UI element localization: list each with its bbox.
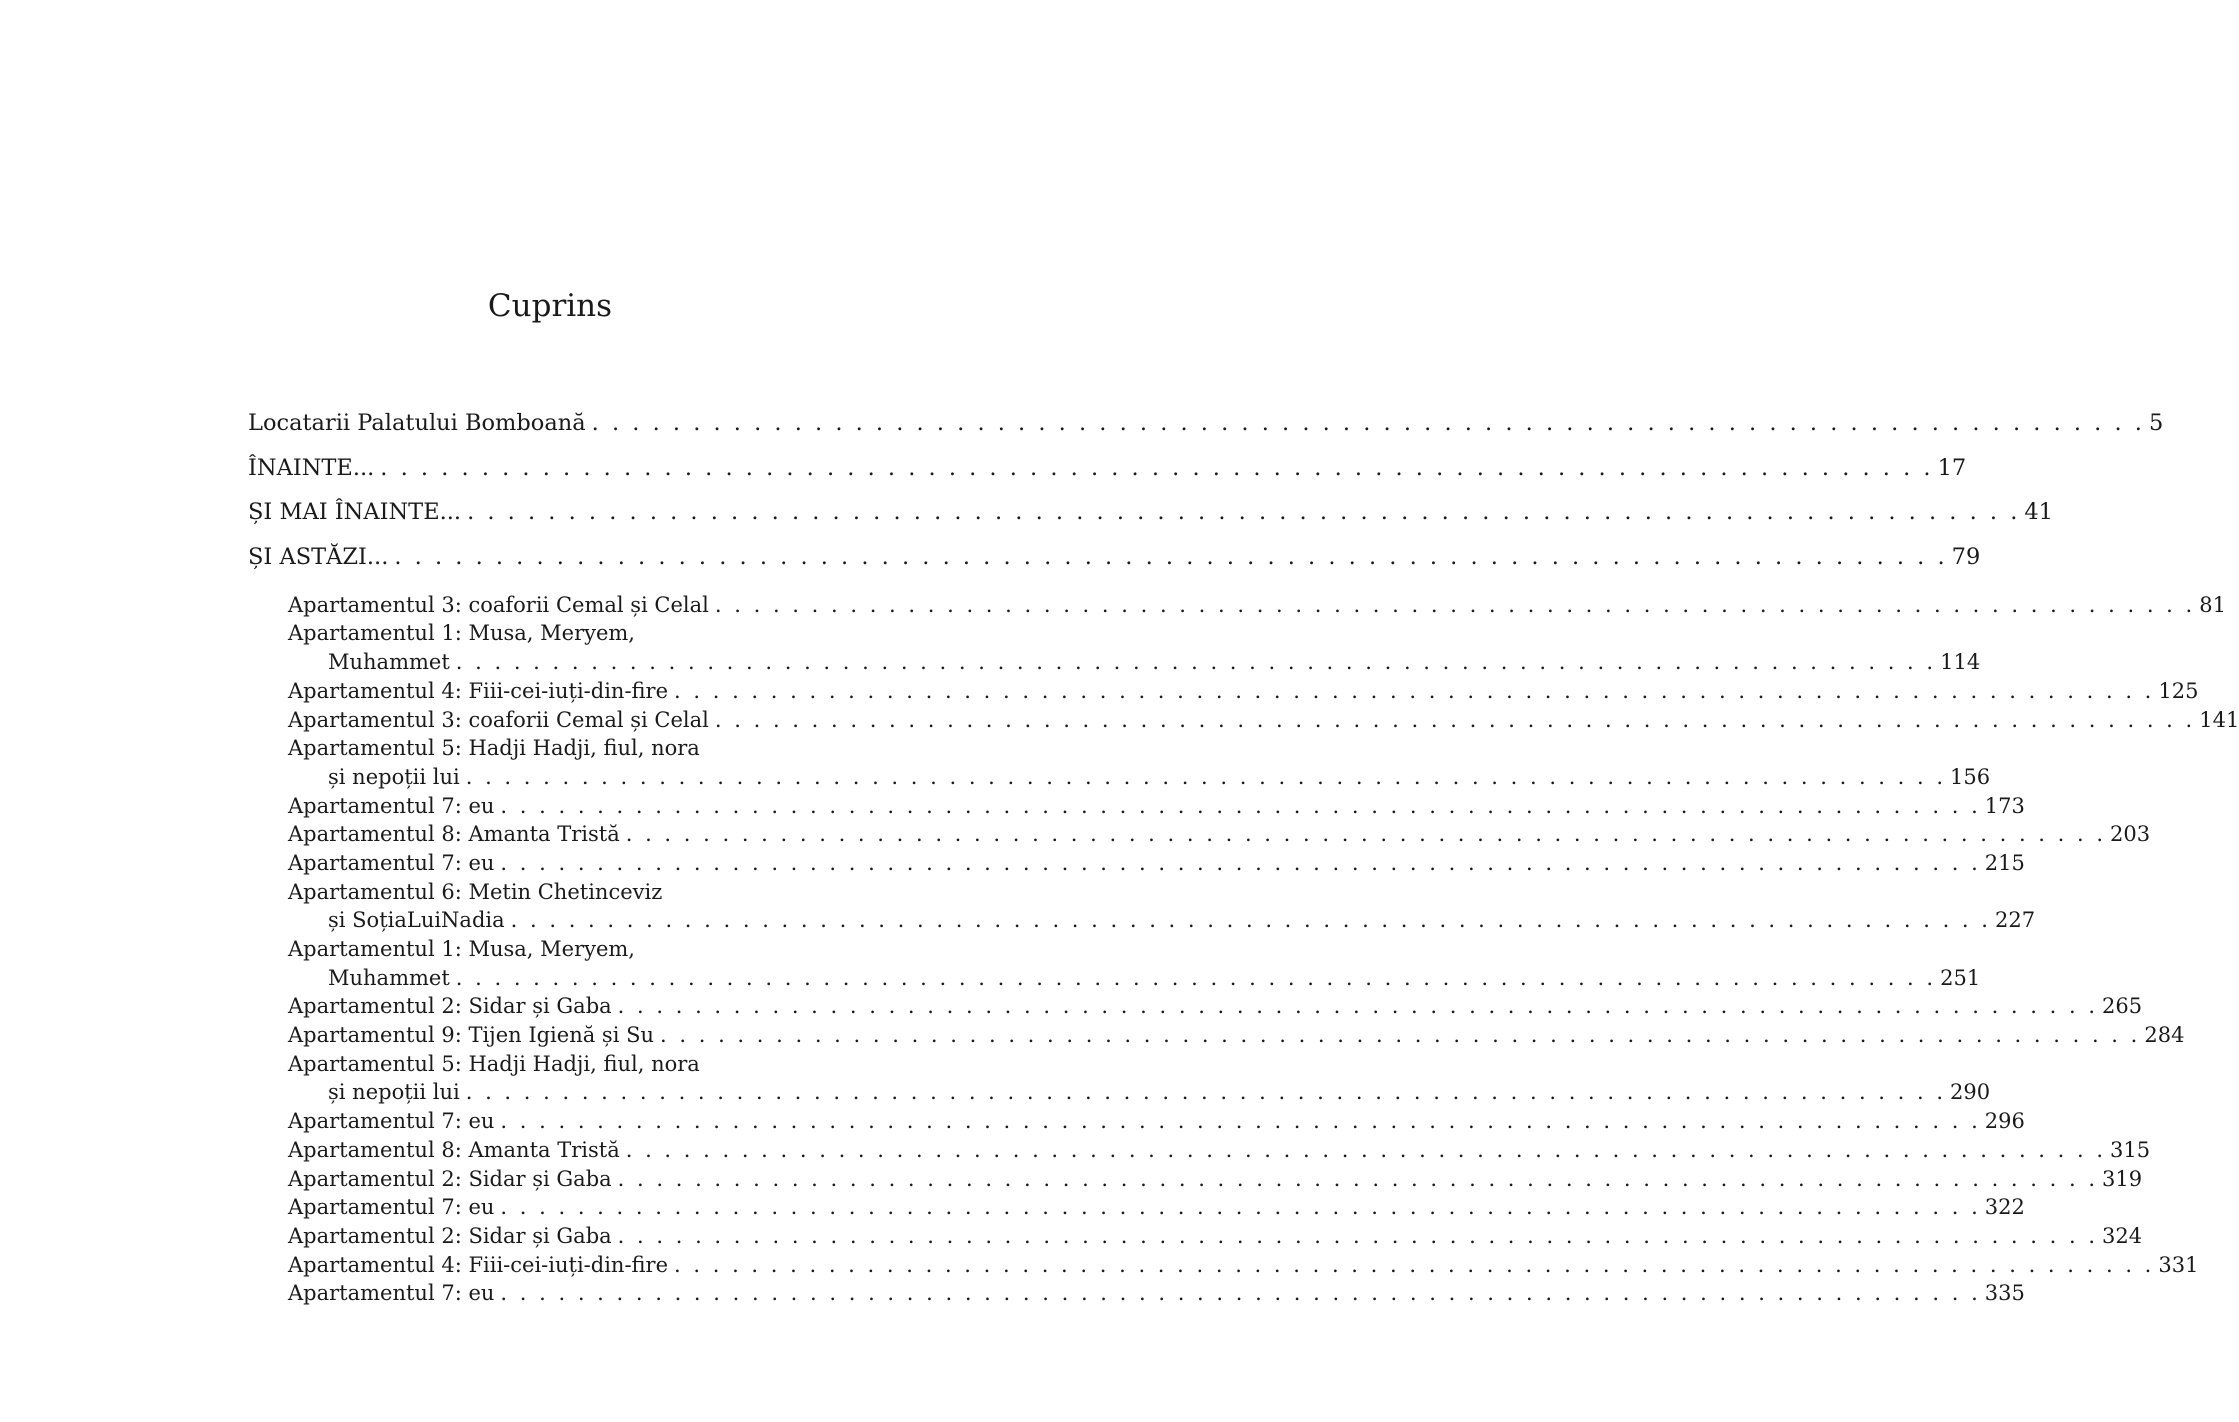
dot-leader: . . . . . . . . . . . . . . . . . . . . . . . . . . . . . . . . . . . . . . . . . . . . . . . . . . . . . . . . . . . . . . . . . . . . . . . . . . . . .: [660, 1023, 2141, 1048]
page-number: 215: [1984, 850, 2025, 875]
toc-entry-row: [248, 822, 2151, 851]
dot-leader: . . . . . . . . . . . . . . . . . . . . . . . . . . . . . . . . . . . . . . . . . . . . . . . . . . . . . . . . . . . . . . . . . . . . . . . . . . . . .: [617, 994, 2098, 1019]
toc-entry-row: [248, 592, 2226, 622]
toc-entry-continuation: [248, 650, 1981, 679]
page-number: 265: [2102, 994, 2143, 1019]
entry-title: Apartamentul 4: Fiii-cei-iuți-din-fire: [288, 678, 669, 703]
entry-title: Apartamentul 7: eu: [288, 1281, 495, 1306]
entry-title: Apartamentul 3: coaforii Cemal și Celal: [288, 592, 709, 617]
page-number: 114: [1940, 650, 1981, 675]
entry-title: Apartamentul 2: Sidar și Gaba: [288, 1223, 612, 1248]
dot-leader: . . . . . . . . . . . . . . . . . . . . . . . . . . . . . . . . . . . . . . . . . . . . . . . . . . . . . . . . . . . . . . . . . . . . . . . . . . . . .: [455, 965, 1937, 990]
entry-title: Muhammet: [328, 650, 450, 675]
toc-chapter-row: [248, 544, 1981, 589]
entry-title: Apartamentul 1: Musa, Meryem,: [288, 621, 635, 646]
toc-entry-row: [248, 850, 2025, 880]
dot-leader: . . . . . . . . . . . . . . . . . . . . . . . . . . . . . . . . . . . . . . . . . . . . . . . . . . . . . . . . . . . . . . . . . . . . . . . . . . . . .: [467, 499, 2021, 526]
dot-leader: . . . . . . . . . . . . . . . . . . . . . . . . . . . . . . . . . . . . . . . . . . . . . . . . . . . . . . . . . . . . . . . . . . . . . . . . . . . . .: [500, 1109, 1981, 1134]
toc-entry-row: [248, 1023, 2185, 1052]
toc-entry-row: [248, 793, 2025, 823]
page-number: 5: [2148, 410, 2164, 436]
dot-leader: . . . . . . . . . . . . . . . . . . . . . . . . . . . . . . . . . . . . . . . . . . . . . . . . . . . . . . . . . . . . . . . . . . . . . . . . . . . . .: [625, 822, 2107, 847]
entry-title: Muhammet: [328, 965, 450, 990]
dot-leader: . . . . . . . . . . . . . . . . . . . . . . . . . . . . . . . . . . . . . . . . . . . . . . . . . . . . . . . . . . . . . . . . . . . . . . . . . . . . .: [394, 544, 1948, 571]
dot-leader: . . . . . . . . . . . . . . . . . . . . . . . . . . . . . . . . . . . . . . . . . . . . . . . . . . . . . . . . . . . . . . . . . . . . . . . . . . . . .: [500, 1195, 1981, 1220]
toc-entry-row: [248, 1052, 860, 1081]
toc-entry-row: [248, 678, 2199, 708]
entry-title: și nepoții lui: [328, 1080, 460, 1105]
entry-title: Apartamentul 2: Sidar și Gaba: [288, 994, 612, 1019]
page-number: 322: [1984, 1195, 2025, 1220]
dot-leader: . . . . . . . . . . . . . . . . . . . . . . . . . . . . . . . . . . . . . . . . . . . . . . . . . . . . . . . . . . . . . . . . . . . . . . . . . . . . .: [500, 1281, 1981, 1306]
entry-title: Apartamentul 3: coaforii Cemal și Celal: [288, 707, 709, 732]
entry-title: Apartamentul 7: eu: [288, 850, 495, 875]
dot-leader: . . . . . . . . . . . . . . . . . . . . . . . . . . . . . . . . . . . . . . . . . . . . . . . . . . . . . . . . . . . . . . . . . . . . . . . . . . . . .: [591, 410, 2145, 436]
toc-entry-continuation: [248, 965, 1981, 995]
page-number: 173: [1984, 793, 2025, 818]
dot-leader: . . . . . . . . . . . . . . . . . . . . . . . . . . . . . . . . . . . . . . . . . . . . . . . . . . . . . . . . . . . . . . . . . . . . . . . . . . . . .: [714, 592, 2196, 617]
toc-entry-row: [248, 994, 2143, 1023]
page-number: 17: [1937, 454, 1967, 481]
entry-title: Apartamentul 1: Musa, Meryem,: [288, 937, 635, 961]
page-number: 251: [1940, 965, 1981, 990]
page-number: 284: [2144, 1023, 2185, 1048]
entry-title: ÎNAINTE...: [248, 454, 375, 481]
dot-leader: . . . . . . . . . . . . . . . . . . . . . . . . . . . . . . . . . . . . . . . . . . . . . . . . . . . . . . . . . . . . . . . . . . . . . . . . . . . . .: [380, 454, 1934, 481]
page-number: 227: [1994, 908, 2036, 933]
entry-title: Locatarii Palatului Bomboană: [248, 410, 586, 436]
toc-entry-row: [248, 880, 860, 909]
entry-title: Apartamentul 8: Amanta Tristă: [288, 822, 620, 847]
dot-leader: . . . . . . . . . . . . . . . . . . . . . . . . . . . . . . . . . . . . . . . . . . . . . . . . . . . . . . . . . . . . . . . . . . . . . . . . . . . . .: [455, 650, 1937, 675]
dot-leader: . . . . . . . . . . . . . . . . . . . . . . . . . . . . . . . . . . . . . . . . . . . . . . . . . . . . . . . . . . . . . . . . . . . . . . . . . . . . .: [674, 678, 2155, 703]
dot-leader: . . . . . . . . . . . . . . . . . . . . . . . . . . . . . . . . . . . . . . . . . . . . . . . . . . . . . . . . . . . . . . . . . . . . . . . . . . . . .: [465, 764, 1947, 789]
entry-title: ȘI MAI ÎNAINTE...: [248, 499, 462, 526]
page-number: 290: [1950, 1080, 1991, 1105]
page-number: 203: [2110, 822, 2151, 847]
dot-leader: . . . . . . . . . . . . . . . . . . . . . . . . . . . . . . . . . . . . . . . . . . . . . . . . . . . . . . . . . . . . . . . . . . . . . . . . . . . . .: [617, 1166, 2098, 1191]
page-number: 335: [1984, 1281, 2025, 1306]
dot-leader: . . . . . . . . . . . . . . . . . . . . . . . . . . . . . . . . . . . . . . . . . . . . . . . . . . . . . . . . . . . . . . . . . . . . . . . . . . . . .: [500, 793, 1981, 818]
entry-title: Apartamentul 7: eu: [288, 1109, 495, 1134]
toc-entry-row: [248, 1137, 2151, 1167]
toc-chapter-row: [248, 499, 2053, 544]
page-number: 41: [2024, 499, 2053, 526]
page-title: Cuprins: [487, 288, 613, 324]
entry-title: Apartamentul 5: Hadji Hadji, fiul, nora: [288, 736, 700, 761]
entry-title: ȘI ASTĂZI...: [248, 544, 389, 571]
toc-entry-continuation: [248, 764, 1991, 794]
page-number: 156: [1950, 764, 1991, 789]
toc-chapter-row: [248, 454, 1967, 500]
toc-entry-row: [248, 937, 860, 966]
page-number: 324: [2102, 1223, 2143, 1248]
page-number: 331: [2158, 1252, 2199, 1277]
entry-title: Apartamentul 2: Sidar și Gaba: [288, 1166, 612, 1191]
page-number: 125: [2158, 678, 2199, 703]
page-number: 141: [2199, 707, 2239, 732]
entry-title: Apartamentul 4: Fiii-cei-iuți-din-fire: [288, 1252, 669, 1277]
dot-leader: . . . . . . . . . . . . . . . . . . . . . . . . . . . . . . . . . . . . . . . . . . . . . . . . . . . . . . . . . . . . . . . . . . . . . . . . . . . . .: [714, 707, 2196, 732]
toc-chapter-row: [248, 410, 2164, 455]
page-number: 315: [2110, 1137, 2151, 1162]
dot-leader: . . . . . . . . . . . . . . . . . . . . . . . . . . . . . . . . . . . . . . . . . . . . . . . . . . . . . . . . . . . . . . . . . . . . . . . . . . . . .: [625, 1137, 2107, 1162]
page-number: 296: [1984, 1109, 2025, 1134]
toc-entry-continuation: [248, 908, 2036, 937]
toc-entry-row: [248, 1109, 2025, 1138]
toc-entry-row: [248, 736, 860, 765]
entry-title: și nepoții lui: [328, 764, 460, 789]
entry-title: Apartamentul 5: Hadji Hadji, fiul, nora: [288, 1051, 700, 1076]
toc-entry-row: [248, 1223, 2143, 1253]
dot-leader: . . . . . . . . . . . . . . . . . . . . . . . . . . . . . . . . . . . . . . . . . . . . . . . . . . . . . . . . . . . . . . . . . . . . . . . . . . . . .: [674, 1252, 2155, 1277]
entry-title: și SoțiaLuiNadia: [328, 908, 505, 933]
dot-leader: . . . . . . . . . . . . . . . . . . . . . . . . . . . . . . . . . . . . . . . . . . . . . . . . . . . . . . . . . . . . . . . . . . . . . . . . . . . . .: [617, 1223, 2098, 1248]
dot-leader: . . . . . . . . . . . . . . . . . . . . . . . . . . . . . . . . . . . . . . . . . . . . . . . . . . . . . . . . . . . . . . . . . . . . . . . . . . . . .: [510, 908, 1991, 933]
table-of-contents: [248, 410, 2239, 1310]
dot-leader: . . . . . . . . . . . . . . . . . . . . . . . . . . . . . . . . . . . . . . . . . . . . . . . . . . . . . . . . . . . . . . . . . . . . . . . . . . . . .: [465, 1080, 1947, 1105]
toc-entry-row: [248, 707, 2239, 737]
toc-entry-row: [248, 1252, 2199, 1282]
toc-entry-row: [248, 1281, 2025, 1310]
entry-title: Apartamentul 9: Tijen Igienă și Su: [288, 1023, 655, 1048]
page-number: 319: [2102, 1166, 2143, 1191]
page-number: 79: [1951, 544, 1981, 571]
toc-entry-continuation: [248, 1080, 1991, 1109]
entry-title: Apartamentul 6: Metin Chetinceviz: [288, 879, 663, 904]
entry-title: Apartamentul 8: Amanta Tristă: [288, 1137, 620, 1162]
toc-entry-row: [248, 1166, 2143, 1196]
toc-entry-row: [248, 1195, 2025, 1224]
toc-entry-row: [248, 621, 860, 650]
entry-title: Apartamentul 7: eu: [288, 1195, 495, 1220]
entry-title: Apartamentul 7: eu: [288, 793, 495, 818]
page-number: 81: [2199, 592, 2226, 617]
dot-leader: . . . . . . . . . . . . . . . . . . . . . . . . . . . . . . . . . . . . . . . . . . . . . . . . . . . . . . . . . . . . . . . . . . . . . . . . . . . . .: [500, 850, 1981, 875]
